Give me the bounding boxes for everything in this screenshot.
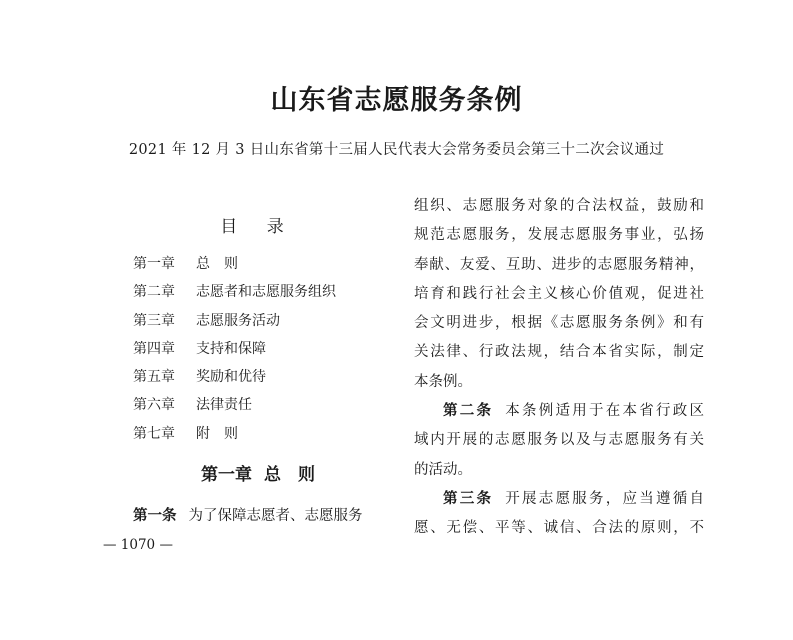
article-2-first-line [414, 397, 704, 426]
toc-list [133, 250, 336, 448]
article-2-label: 第二条 [443, 403, 494, 420]
chapter-number: 第一章 [201, 465, 252, 485]
page-number: — 1070 — [103, 537, 173, 553]
article-2-line: 的活动。 [414, 461, 472, 478]
article-3-first-line [414, 485, 704, 514]
article-1-text: 为了保障志愿者、志愿服务 [188, 508, 363, 524]
toc-chapter-number: 第四章 [133, 340, 175, 357]
article-2-text: 本条例适用于在本省行政区 [505, 403, 704, 420]
toc-item [133, 391, 336, 419]
toc-item [133, 363, 336, 391]
article-1-line: 会文明进步，根据《志愿服务条例》和有 [414, 315, 704, 332]
article-1-start [133, 504, 383, 528]
article-1-line: 关法律、行政法规，结合本省实际，制定 [414, 344, 704, 361]
toc-item [133, 250, 336, 278]
article-1-line: 组织、志愿服务对象的合法权益，鼓励和 [414, 198, 704, 214]
toc-item [133, 278, 336, 306]
page-title: 山东省志愿服务条例 [270, 85, 523, 116]
toc-chapter-title: 法律责任 [196, 397, 252, 414]
toc-chapter-number: 第三章 [133, 312, 175, 329]
article-1-line: 奉献、友爱、互助、进步的志愿服务精神， [414, 256, 704, 273]
article-2-line: 域内开展的志愿服务以及与志愿服务有关 [414, 432, 704, 449]
toc-chapter-title: 总 则 [196, 256, 238, 272]
article-1-label: 第一条 [133, 508, 177, 524]
toc-chapter-title: 志愿者和志愿服务组织 [196, 284, 336, 301]
toc-chapter-title: 志愿服务活动 [196, 312, 280, 329]
article-1-line: 本条例。 [414, 373, 472, 390]
right-column [414, 192, 704, 544]
toc-item [133, 307, 336, 335]
article-1-line: 培育和践行社会主义核心价值观，促进社 [414, 285, 704, 302]
toc-chapter-title: 奖励和优待 [196, 369, 266, 386]
chapter-title: 总 则 [264, 465, 315, 485]
toc-chapter-number: 第一章 [133, 256, 175, 272]
toc-chapter-number: 第五章 [133, 369, 175, 386]
toc-chapter-number: 第六章 [133, 397, 175, 414]
subtitle: 2021 年 12 月 3 日山东省第十三届人民代表大会常务委员会第三十二次会议通过 [128, 142, 665, 158]
article-3-label: 第三条 [443, 490, 494, 507]
toc-chapter-title: 支持和保障 [196, 340, 266, 357]
chapter-heading [133, 460, 383, 485]
toc-heading: 目 录 [220, 217, 296, 237]
toc-item [133, 420, 336, 448]
article-3-line: 愿、无偿、平等、诚信、合法的原则，不 [414, 520, 704, 537]
article-3-text: 开展志愿服务，应当遵循自 [505, 490, 704, 507]
toc-item [133, 335, 336, 363]
toc-chapter-number: 第二章 [133, 284, 175, 301]
article-1-line: 规范志愿服务，发展志愿服务事业，弘扬 [414, 227, 704, 244]
toc-chapter-number: 第七章 [133, 425, 175, 442]
toc-chapter-title: 附 则 [196, 425, 238, 442]
